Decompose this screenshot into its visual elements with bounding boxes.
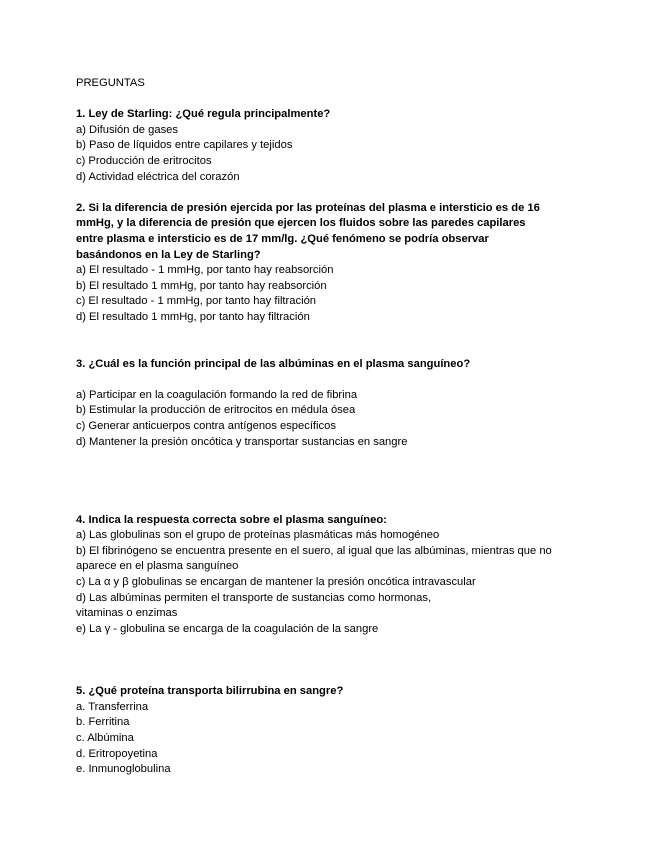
question-4-title: 4. Indica la respuesta correcta sobre el plasma sanguíneo:	[76, 513, 387, 526]
question-2-option-d: d) El resultado 1 mmHg, por tanto hay filtración	[76, 310, 310, 323]
question-2-option-a: a) El resultado - 1 mmHg, por tanto hay reabsorción	[76, 264, 334, 277]
question-1-option-c: c) Producción de eritrocitos	[76, 154, 212, 167]
question-2-title-line-1: 2. Si la diferencia de presión ejercida por las proteínas del plasma e intersticio es de 16	[76, 201, 540, 214]
question-3-option-c: c) Generar anticuerpos contra antígenos específicos	[76, 420, 336, 433]
question-3-option-b: b) Estimular la producción de eritrocitos en médula ósea	[76, 404, 356, 417]
question-5-option-a: a. Transferrina	[76, 700, 149, 713]
question-4-option-d-line-1: d) Las albúminas permiten el transporte de sustancias como hormonas,	[76, 591, 432, 604]
question-3-title: 3. ¿Cuál es la función principal de las albúminas en el plasma sanguíneo?	[76, 357, 471, 370]
question-4	[76, 513, 576, 638]
question-2-title-line-3: entre plasma e intersticio es de 17 mm/lg. ¿Qué fenómeno se podría observar	[76, 232, 489, 245]
question-5-option-d: d. Eritropoyetina	[76, 747, 158, 760]
question-2-option-b: b) El resultado 1 mmHg, por tanto hay reabsorción	[76, 279, 327, 292]
question-2	[76, 201, 576, 326]
question-4-option-c: c) La α y β globulinas se encargan de mantener la presión oncótica intravascular	[76, 576, 476, 589]
question-1-option-a: a) Difusión de gases	[76, 123, 178, 136]
question-1-option-b: b) Paso de líquidos entre capilares y tejidos	[76, 139, 293, 152]
question-3-option-d: d) Mantener la presión oncótica y transportar sustancias en sangre	[76, 435, 408, 448]
page-heading: PREGUNTAS	[76, 77, 145, 89]
question-2-option-c: c) El resultado - 1 mmHg, por tanto hay filtración	[76, 295, 317, 308]
question-5-option-e: e. Inmunoglobulina	[76, 763, 171, 776]
question-4-option-d-line-2: vitaminas o enzimas	[76, 607, 178, 620]
question-4-option-b-line-2: aparece en el plasma sanguíneo	[76, 560, 239, 573]
question-5-title: 5. ¿Qué proteína transporta bilirrubina en sangre?	[76, 685, 344, 698]
question-1	[76, 107, 576, 185]
question-1-option-d: d) Actividad eléctrica del corazón	[76, 170, 240, 183]
question-2-title-line-2: mmHg, y la diferencia de presión que ejercen los fluidos sobre las paredes capilares	[76, 217, 526, 230]
document-page	[76, 76, 576, 778]
question-4-option-b-line-1: b) El fibrinógeno se encuentra presente en el suero, al igual que las albúminas, mientras que no	[76, 544, 552, 557]
question-5-option-b: b. Ferritina	[76, 716, 130, 729]
question-1-title: 1. Ley de Starling: ¿Qué regula principalmente?	[76, 108, 331, 121]
question-3	[76, 357, 576, 451]
question-5-option-c: c. Albúmina	[76, 731, 134, 744]
question-3-option-a: a) Participar en la coagulación formando la red de fibrina	[76, 388, 358, 401]
question-4-option-e: e) La γ - globulina se encarga de la coagulación de la sangre	[76, 622, 379, 635]
question-5	[76, 684, 576, 778]
question-2-title-line-4: basándonos en la Ley de Starling?	[76, 248, 261, 261]
question-4-option-a: a) Las globulinas son el grupo de proteínas plasmáticas más homogéneo	[76, 529, 440, 542]
